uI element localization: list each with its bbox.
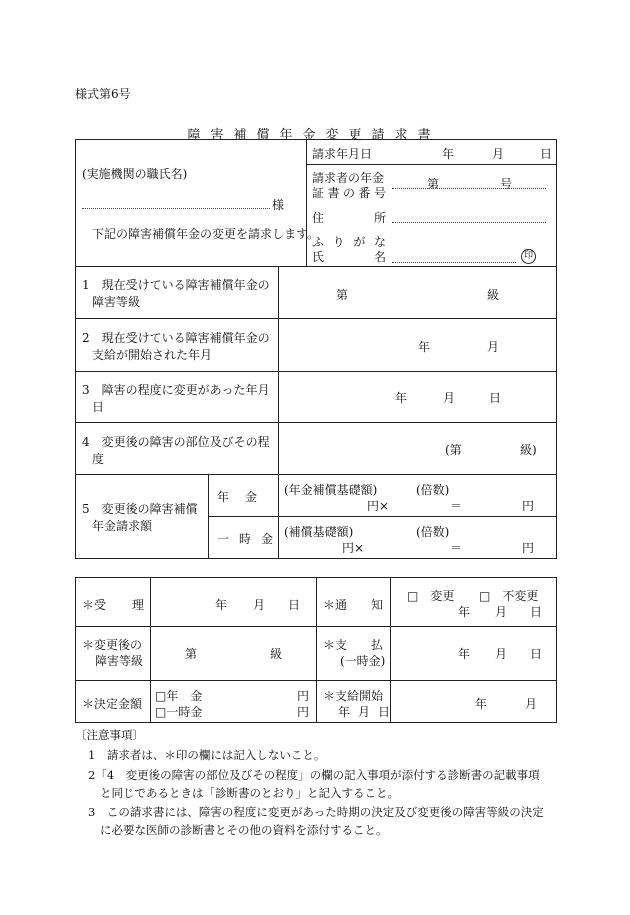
grade-v2[interactable]: 級 <box>270 647 283 661</box>
institution-label: (実施機関の職氏名) <box>82 167 188 181</box>
pension-label: 年金 <box>217 490 274 504</box>
row4-v1[interactable]: (第 <box>445 443 462 457</box>
institution-field[interactable] <box>82 208 270 209</box>
row4-label-1: 4 変更後の障害の部位及びその程 <box>82 435 270 449</box>
pension-yen[interactable]: 円 <box>522 499 535 513</box>
name-field[interactable] <box>392 262 516 263</box>
grade-label-1: ＊変更後の <box>82 638 143 652</box>
receipt-year[interactable]: 年 <box>215 598 228 612</box>
pension-eq: ＝ <box>450 499 463 513</box>
receipt-month[interactable]: 月 <box>253 598 266 612</box>
row5-label-2: 年金請求額 <box>92 519 153 533</box>
note-2b: と同じであるときは「診断書のとおり」と記入すること。 <box>100 786 399 800</box>
notice-option-nochange[interactable]: □ 不変更 <box>479 589 539 603</box>
amount-pension-yen: 円 <box>297 689 310 703</box>
row2-label-2: 支給が開始された年月 <box>92 348 213 362</box>
amount-label: ＊決定金額 <box>82 697 143 711</box>
lump-yen[interactable]: 円 <box>522 541 535 555</box>
note-2a: 2「4 変更後の障害の部位及びその程度」の欄の記入事項が添付する診断書の記載事項 <box>88 768 540 782</box>
form-title: 障害補償年金変更請求書 <box>187 128 441 143</box>
grade-label-2: 障害等級 <box>95 654 144 668</box>
notice-year[interactable]: 年 <box>458 605 471 619</box>
request-date-day[interactable]: 日 <box>540 147 553 161</box>
notice-month[interactable]: 月 <box>495 605 508 619</box>
notes-heading: 〔注意事項〕 <box>75 728 144 742</box>
row2-v2[interactable]: 月 <box>487 340 500 354</box>
payment-label-2: (一時金) <box>340 654 386 668</box>
row1-v2[interactable]: 級 <box>487 288 500 302</box>
row2-label-1: 2 現在受けている障害補償年金の <box>82 331 270 345</box>
furigana-label: ふ り が な <box>312 235 386 249</box>
row3-label-1: 3 障害の程度に変更があった年月 <box>82 383 270 397</box>
pension-yen-x[interactable]: 円× <box>367 499 390 513</box>
pension-base-label: (年金補償基礎額) <box>284 483 378 497</box>
honorific: 様 <box>272 198 285 212</box>
seal-mark: 印 <box>521 249 536 264</box>
payment-year[interactable]: 年 <box>458 647 471 661</box>
certificate-label-2: 証 書 の 番 号 <box>312 186 386 200</box>
row3-v3[interactable]: 日 <box>489 391 502 405</box>
note-3a: 3 この請求書には、障害の程度に変更があった時期の決定及び変更後の障害等級の決定 <box>88 805 544 819</box>
name-label: 氏 名 <box>312 250 386 264</box>
start-label-1: ＊支給開始 <box>323 689 384 703</box>
receipt-label: ＊受 理 <box>82 598 144 612</box>
request-sentence: 下記の障害補償年金の変更を請求します。 <box>92 227 320 241</box>
row1-label-1: 1 現在受けている障害補償年金の <box>82 278 270 292</box>
note-1: 1 請求者は、＊印の欄には記入しないこと。 <box>88 748 326 762</box>
notice-option-change[interactable]: □ 変更 <box>407 589 455 603</box>
lump-yen-x[interactable]: 円× <box>342 541 365 555</box>
row4-v2[interactable]: 級) <box>520 443 537 457</box>
amount-lump[interactable]: □一時金 <box>155 705 203 719</box>
row1-v1[interactable]: 第 <box>336 288 349 302</box>
payment-day[interactable]: 日 <box>530 647 543 661</box>
certificate-suffix: 号 <box>500 177 513 191</box>
payment-month[interactable]: 月 <box>495 647 508 661</box>
row5-label-1: 5 変更後の障害補償 <box>82 502 198 516</box>
row2-v1[interactable]: 年 <box>418 340 431 354</box>
note-3b: に必要な医師の診断書とその他の資料を添付すること。 <box>100 823 388 837</box>
request-date-year[interactable]: 年 <box>442 147 455 161</box>
certificate-label-1: 請求者の年金 <box>312 171 385 185</box>
grade-v1[interactable]: 第 <box>185 647 198 661</box>
payment-label-1: ＊支 払 <box>323 638 383 652</box>
start-month[interactable]: 月 <box>525 697 538 711</box>
row4-label-2: 度 <box>92 452 105 466</box>
row3-label-2: 日 <box>92 400 105 414</box>
request-date-month[interactable]: 月 <box>492 147 505 161</box>
certificate-prefix: 第 <box>427 177 440 191</box>
start-year[interactable]: 年 <box>475 697 488 711</box>
address-label: 住 所 <box>312 211 386 225</box>
lump-label <box>217 530 284 547</box>
amount-pension[interactable]: □年 金 <box>155 689 203 703</box>
start-label-2: 年月日 <box>338 705 399 719</box>
receipt-day[interactable]: 日 <box>288 598 301 612</box>
row1-label-2: 障害等級 <box>92 295 141 309</box>
pension-mult-label: (倍数) <box>416 483 450 497</box>
row3-v2[interactable]: 月 <box>443 391 456 405</box>
row3-v1[interactable]: 年 <box>395 391 408 405</box>
lump-eq: ＝ <box>450 541 463 555</box>
lump-mult-label: (倍数) <box>416 525 450 539</box>
form-number: 様式第6号 <box>75 87 131 101</box>
notice-label: ＊通 知 <box>323 598 383 612</box>
lump-label-text: 一時金 <box>217 532 284 546</box>
notice-day[interactable]: 日 <box>530 605 543 619</box>
certificate-number-field[interactable] <box>392 188 546 189</box>
address-field[interactable] <box>392 222 546 223</box>
request-date-label: 請求年月日 <box>312 147 373 161</box>
lump-base-label: (補償基礎額) <box>284 525 354 539</box>
amount-lump-yen: 円 <box>297 705 310 719</box>
